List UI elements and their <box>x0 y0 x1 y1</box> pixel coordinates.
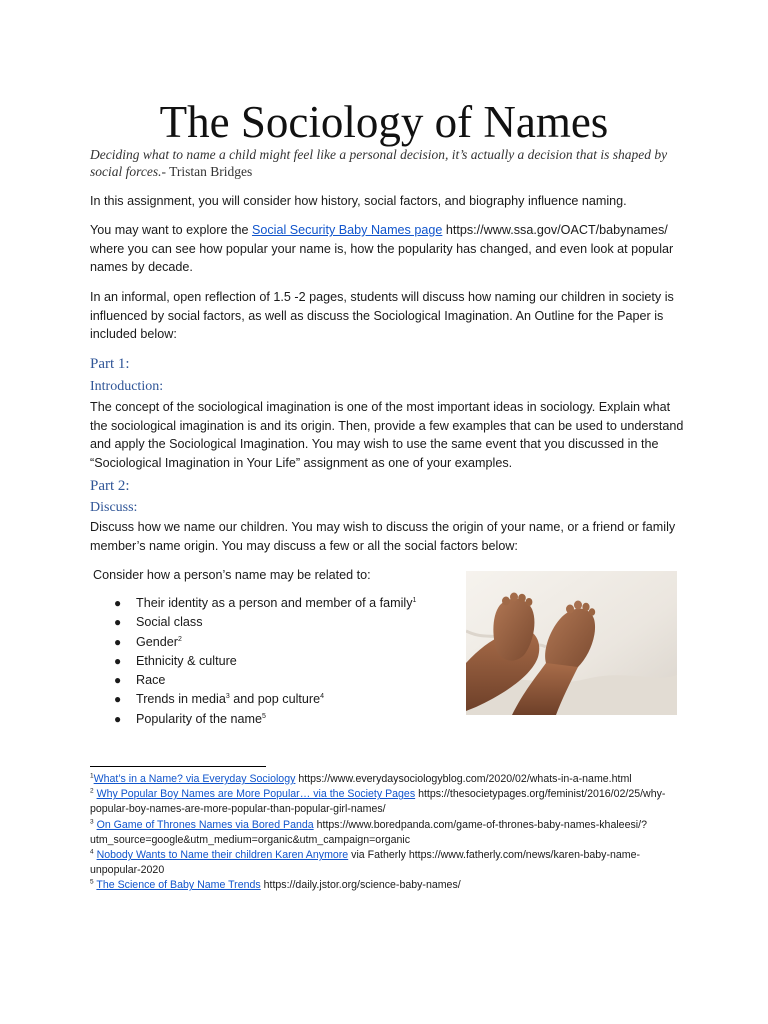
explore-text-after: https://www.ssa.gov/OACT/babynames/ where you can see how popular your name is, how the popularity has changed, and even look at popular names by decade. <box>90 223 674 274</box>
footnote-ref[interactable]: 5 <box>262 712 266 720</box>
footnote-ref[interactable]: 1 <box>412 596 417 604</box>
footnote-link[interactable]: On Game of Thrones Names via Bored Panda <box>96 818 314 831</box>
bullet-icon: ● <box>114 653 122 668</box>
footnote: $^5$ The Science of Baby Name Trends https://daily.jstor.org/science-baby-names/ <box>90 878 461 892</box>
footnote-link[interactable]: Nobody Wants to Name their children Karen Anymore <box>96 849 349 862</box>
document-title: The Sociology of Names <box>159 97 609 147</box>
part1-heading: Part 1: <box>90 356 130 372</box>
epigraph-author: - Tristan Bridges <box>161 164 253 179</box>
consider-text: Consider how a person’s name may be related to: <box>93 568 371 582</box>
bullet-icon: ● <box>114 711 122 726</box>
footnote-divider <box>90 766 266 767</box>
footnote-link[interactable]: What’s in a Name? via Everyday Sociology <box>93 773 296 785</box>
bullet-icon: ● <box>114 634 122 649</box>
intro-paragraph: In this assignment, you will consider how history, social factors, and biography influence naming. <box>90 194 627 208</box>
footnote-ref[interactable]: 3 <box>225 693 230 701</box>
epigraph-quote: Deciding what to name a child might feel like a personal decision, it’s actually a decision that is shaped by social forces. <box>90 147 668 179</box>
baby-feet-photo <box>466 571 677 715</box>
bullet-icon: ● <box>114 615 122 630</box>
footnotes <box>90 772 690 894</box>
reflection-paragraph: In an informal, open reflection of 1.5 -2 pages, students will discuss how naming our children in society is influenced by social factors, as well as discuss the Sociological Imagination. An Outline for the Paper is included below: <box>90 290 674 341</box>
explore-paragraph <box>90 221 690 277</box>
part2-subheading: Discuss: <box>90 500 138 515</box>
list-item: ● Race <box>112 671 452 690</box>
ssa-baby-names-link[interactable]: Social Security Baby Names page <box>251 223 443 237</box>
list-item: ● Popularity of the name$^5$ <box>112 710 452 729</box>
list-item: ● Their identity as a person and member of a family$^1$ <box>112 594 452 613</box>
list-item: ● Gender$^2$ <box>112 633 452 652</box>
footnote-ref[interactable]: 4 <box>320 693 324 701</box>
part2-heading: Part 2: <box>90 478 130 494</box>
footnote: $^2$ Why Popular Boy Names are More Popular… via the Society Pages https://thesocietypages.org/feminist/2016/02/25/why-popular-boy-names-are-more-popular-than-popular-girl-names/ <box>90 787 666 816</box>
part1-subheading: Introduction: <box>90 379 164 394</box>
part1-text: The concept of the sociological imagination is one of the most important ideas in sociology. Explain what the sociological imagination is and its origin. Then, provide a few examples that can be used to understand and apply the Sociological Imagination. You may wish to use the same event that you discussed in the “Sociological Imagination in Your Life” assignment as one of your examples. <box>90 400 684 470</box>
part2-text: Discuss how we name our children. You may wish to discuss the origin of your name, or a friend or family member’s name origin. You may discuss a few or all the social factors below: <box>90 520 676 553</box>
epigraph <box>90 146 680 180</box>
footnote-link[interactable]: The Science of Baby Name Trends <box>96 879 261 892</box>
bullet-icon: ● <box>114 692 122 707</box>
bullet-icon: ● <box>114 596 122 610</box>
footnote-link[interactable]: Why Popular Boy Names are More Popular… via the Society Pages <box>96 788 416 801</box>
footnote: $^3$ On Game of Thrones Names via Bored Panda https://www.boredpanda.com/game-of-thrones-baby-names-khaleesi/?utm_source=google&utm_medium=organic&utm_campaign=organic <box>90 818 647 846</box>
footnote: $^1$What’s in a Name? via Everyday Sociology https://www.everydaysociologyblog.com/2020/02/whats-in-a-name.html <box>90 772 632 785</box>
footnote-ref[interactable]: 2 <box>178 635 182 643</box>
footnote: $^4$ Nobody Wants to Name their children Karen Anymore via Fatherly https://www.fatherly.com/news/karen-baby-name-unpopular-2020 <box>90 848 641 877</box>
explore-text-before: You may want to explore the <box>90 223 252 237</box>
bullet-icon: ● <box>114 673 122 688</box>
list-item: ● Social class <box>112 613 452 632</box>
list-item: ● Trends in media$^3$ and pop culture$^4$ <box>112 690 452 709</box>
list-item: ● Ethnicity & culture <box>112 652 452 671</box>
social-factors-list <box>112 594 452 729</box>
